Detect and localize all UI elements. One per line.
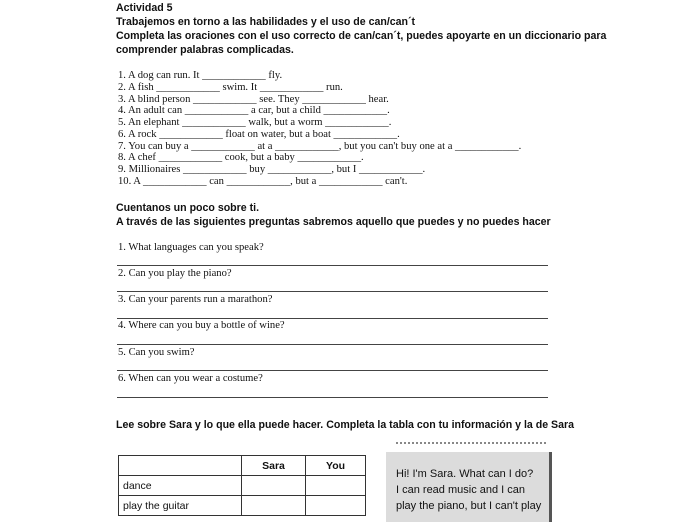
header-you: You [306,456,366,476]
sentence-list [118,70,521,188]
cell[interactable] [306,476,366,496]
answer-line[interactable] [117,397,548,398]
section2-title: Cuentanos un poco sobre ti. [116,202,260,214]
answer-line[interactable] [117,265,548,266]
question: 1. What languages can you speak? [118,242,264,253]
section3-title: Lee sobre Sara y lo que ella puede hacer. Completa la tabla con tu información y la de Sara [116,419,575,431]
sentence: 10. A ____________ can ____________, but a ____________ can't. [118,175,408,187]
sara-line: I can read music and I can [396,484,526,496]
question: 2. Can you play the piano? [118,268,232,279]
sara-line: Hi! I'm Sara. What can I do? [396,468,534,480]
question: 5. Can you swim? [118,347,195,358]
instructions-line-1: Completa las oraciones con el uso correcto de can/can´t, puedes apoyarte en un diccionario para [116,30,607,42]
sara-line: play the piano, but I can't play [396,500,542,512]
sara-table [118,455,366,516]
sara-text-box [386,452,552,522]
cell[interactable] [306,496,366,516]
cell[interactable] [242,476,306,496]
row-label: dance [119,476,242,496]
activity-subtitle: Trabajemos en torno a las habilidades y el uso de can/can´t [116,16,416,28]
answer-line[interactable] [117,318,548,319]
activity-title: Actividad 5 [116,2,173,14]
sentence: 4. An adult can ____________ a car, but a child ____________. [118,105,390,117]
row-label: play the guitar [119,496,242,516]
cell[interactable] [242,496,306,516]
sentence: 2. A fish ____________ swim. It ____________ run. [118,81,343,93]
sentence: 7. You can buy a ____________ at a ____________, but you can't buy one at a ____________. [118,140,522,152]
header-sara: Sara [242,456,306,476]
sentence: 5. An elephant ____________ walk, but a worm ____________. [118,117,392,128]
sentence: 1. A dog can run. It ____________ fly. [118,70,283,81]
answer-line[interactable] [117,370,548,371]
answer-line[interactable] [117,344,548,345]
header-cell [119,456,242,476]
sentence: 8. A chef ____________ cook, but a baby ____________. [118,152,364,164]
question: 4. Where can you buy a bottle of wine? [118,320,285,331]
question: 3. Can your parents run a marathon? [118,294,273,305]
sentence: 9. Millionaires ____________ buy ____________, but I ____________. [118,164,426,175]
question: 6. When can you wear a costume? [118,373,263,384]
instructions-line-2: comprender palabras complicadas. [116,44,294,56]
dotted-divider [396,442,546,444]
sentence: 6. A rock ____________ float on water, but a boat ____________. [118,128,400,140]
sentence: 3. A blind person ____________ see. They ____________ hear. [118,93,389,105]
answer-line[interactable] [117,291,548,292]
section2-intro: A través de las siguientes preguntas sabremos aquello que puedes y no puedes hacer [116,216,551,228]
